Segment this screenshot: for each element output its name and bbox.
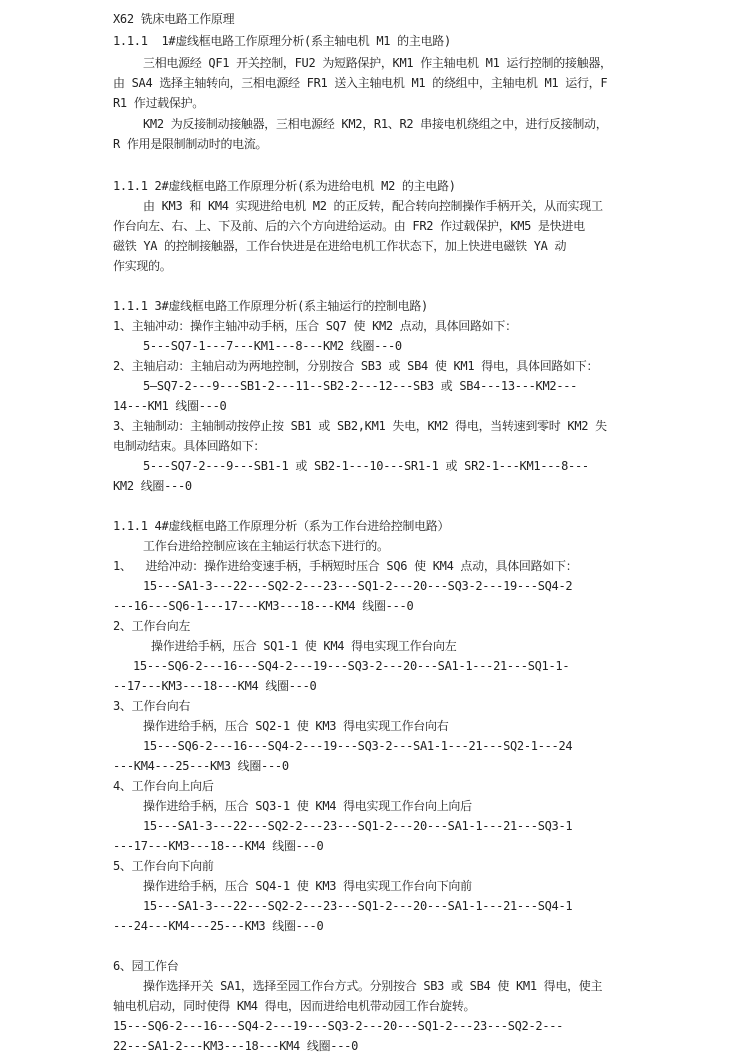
paragraph-line: 操作进给手柄，压合 SQ4-1 使 KM3 得电实现工作台向下向前: [143, 879, 472, 893]
section-heading-1: 1.1.1 1#虚线框电路工作原理分析(系主轴电机 M1 的主电路): [113, 34, 451, 48]
paragraph-line: 操作进给手柄，压合 SQ3-1 使 KM4 得电实现工作台向上向后: [143, 799, 472, 813]
circuit-path: ---KM4---25---KM3 线圈---0: [113, 759, 289, 773]
circuit-path: 22---SA1-2---KM3---18---KM4 线圈---0: [113, 1039, 358, 1053]
paragraph-line: 由 SA4 选择主轴转向，三相电源经 FR1 送入主轴电机 M1 的绕组中，主轴电机 M1 运行，F: [113, 76, 608, 90]
paragraph-line: 2、主轴启动：主轴启动为两地控制，分别按合 SB3 或 SB4 使 KM1 得电，具体回路如下：: [113, 359, 599, 373]
section-heading-3: 1.1.1 3#虚线框电路工作原理分析(系主轴运行的控制电路): [113, 299, 428, 313]
doc-title: X62 铣床电路工作原理: [113, 12, 235, 26]
subsection-heading: 5、工作台向下向前: [113, 859, 214, 873]
paragraph-line: R1 作过载保护。: [113, 96, 204, 110]
circuit-path: --17---KM3---18---KM4 线圈---0: [113, 679, 317, 693]
circuit-path: 15---SQ6-2---16---SQ4-2---19---SQ3-2---SA1-1---21---SQ2-1---24: [143, 739, 573, 753]
subsection-heading: 3、工作台向右: [113, 699, 191, 713]
paragraph-line: 操作进给手柄，压合 SQ1-1 使 KM4 得电实现工作台向左: [151, 639, 457, 653]
circuit-path: KM2 线圈---0: [113, 479, 192, 493]
circuit-path: 15---SQ6-2---16---SQ4-2---19---SQ3-2---20---SA1-1---21---SQ1-1-: [133, 659, 570, 673]
circuit-path: ---16---SQ6-1---17---KM3---18---KM4 线圈---0: [113, 599, 414, 613]
circuit-path: 5---SQ7-2---9---SB1-1 或 SB2-1---10---SR1-1 或 SR2-1---KM1---8---: [143, 459, 589, 473]
circuit-path: ---24---KM4---25---KM3 线圈---0: [113, 919, 324, 933]
paragraph-line: 工作台进给控制应该在主轴运行状态下进行的。: [143, 539, 389, 553]
paragraph-line: 轴电机启动，同时使得 KM4 得电，因而进给电机带动园工作台旋转。: [113, 999, 476, 1013]
paragraph-line: KM2 为反接制动接触器，三相电源经 KM2，R1、R2 串接电机绕组之中，进行反接制动，: [143, 117, 608, 131]
paragraph-line: 作台向左、右、上、下及前、后的六个方向进给运动。由 FR2 作过载保护，KM5 是快进电: [113, 219, 585, 233]
paragraph-line: 操作选择开关 SA1，选择至园工作台方式。分别按合 SB3 或 SB4 使 KM1 得电，使主: [143, 979, 603, 993]
paragraph-line: 由 KM3 和 KM4 实现进给电机 M2 的正反转，配合转向控制操作手柄开关，从而实现工: [143, 199, 603, 213]
circuit-path: 5---SQ7-1---7---KM1---8---KM2 线圈---0: [143, 339, 402, 353]
paragraph-line: 3、主轴制动：主轴制动按停止按 SB1 或 SB2,KM1 失电，KM2 得电，当转速到零时 KM2 失: [113, 419, 607, 433]
circuit-path: 5—SQ7-2---9---SB1-2---11--SB2-2---12---SB3 或 SB4---13---KM2---: [143, 379, 578, 393]
paragraph-line: R 作用是限制制动时的电流。: [113, 137, 268, 151]
paragraph-line: 电制动结束。具体回路如下：: [113, 439, 266, 453]
paragraph-line: 操作进给手柄，压合 SQ2-1 使 KM3 得电实现工作台向右: [143, 719, 449, 733]
section-heading-2: 1.1.1 2#虚线框电路工作原理分析(系为进给电机 M2 的主电路): [113, 179, 456, 193]
circuit-path: 15---SA1-3---22---SQ2-2---23---SQ1-2---20---SQ3-2---19---SQ4-2: [143, 579, 573, 593]
subsection-heading: 2、工作台向左: [113, 619, 191, 633]
paragraph-line: 1、主轴冲动：操作主轴冲动手柄，压合 SQ7 使 KM2 点动，具体回路如下：: [113, 319, 517, 333]
paragraph-line: 1、 进给冲动：操作进给变速手柄，手柄短时压合 SQ6 使 KM4 点动，具体回路如下：: [113, 559, 578, 573]
section-heading-4: 1.1.1 4#虚线框电路工作原理分析（系为工作台进给控制电路）: [113, 519, 450, 533]
subsection-heading: 6、园工作台: [113, 959, 179, 973]
paragraph-line: 三相电源经 QF1 开关控制，FU2 为短路保护，KM1 作主轴电机 M1 运行控制的接触器，: [143, 56, 612, 70]
circuit-path: ---17---KM3---18---KM4 线圈---0: [113, 839, 324, 853]
paragraph-line: 磁铁 YA 的控制接触器，工作台快进是在进给电机工作状态下，加上快进电磁铁 YA 动: [113, 239, 567, 253]
circuit-path: 15---SA1-3---22---SQ2-2---23---SQ1-2---20---SA1-1---21---SQ3-1: [143, 819, 573, 833]
circuit-path: 15---SQ6-2---16---SQ4-2---19---SQ3-2---20---SQ1-2---23---SQ2-2---: [113, 1019, 564, 1033]
paragraph-line: 作实现的。: [113, 259, 172, 273]
circuit-path: 15---SA1-3---22---SQ2-2---23---SQ1-2---20---SA1-1---21---SQ4-1: [143, 899, 573, 913]
subsection-heading: 4、工作台向上向后: [113, 779, 214, 793]
circuit-path: 14---KM1 线圈---0: [113, 399, 227, 413]
